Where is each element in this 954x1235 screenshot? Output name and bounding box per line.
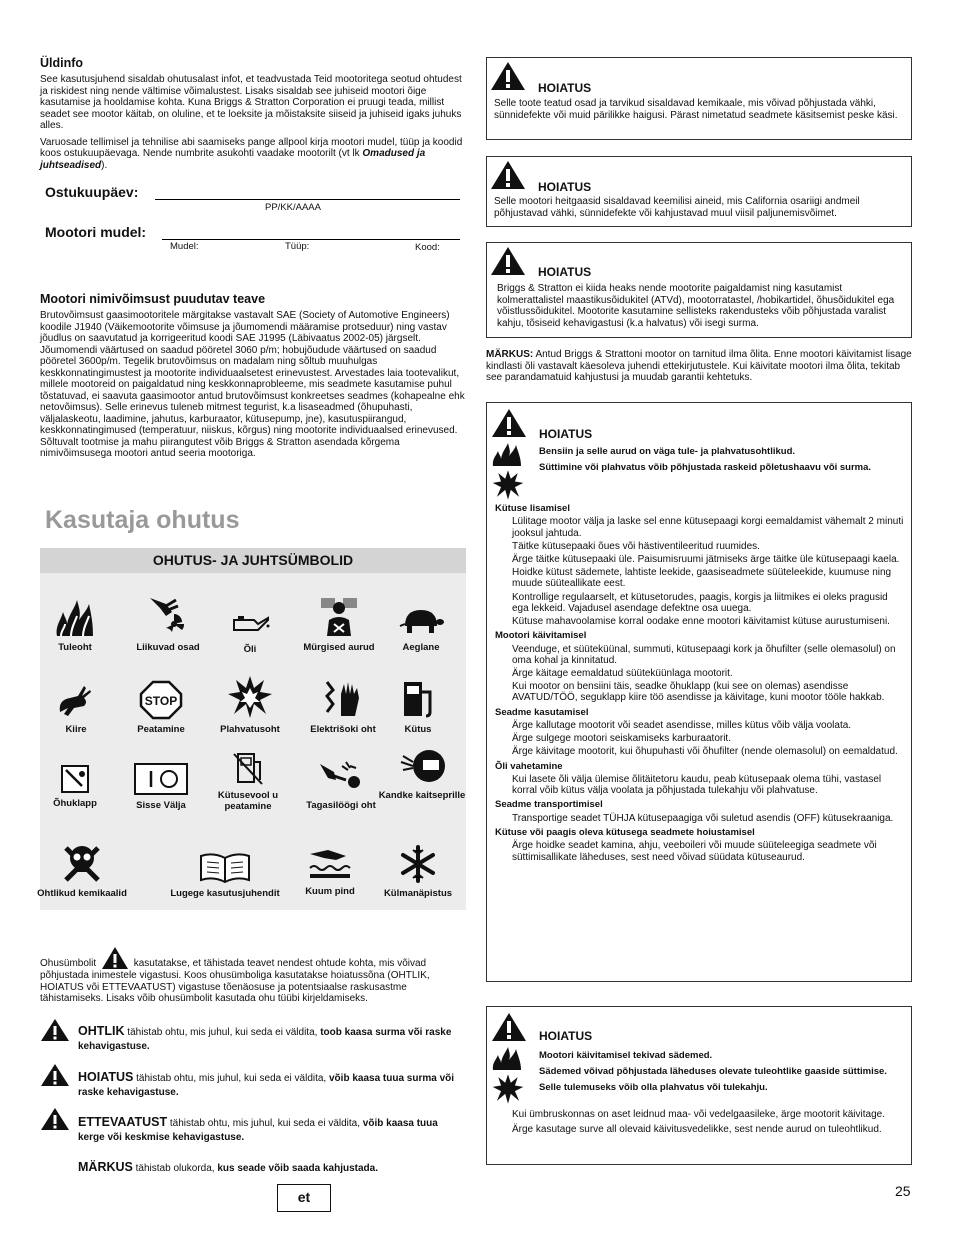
on-off-symbol <box>111 762 211 811</box>
date-format-hint: PP/KK/AAAA <box>265 202 321 213</box>
list-item: Ärge kasutage surve all olevaid käivitusvedelikke, sest nende aurud on tuleohtlikud. <box>512 1124 882 1136</box>
power-rating-title: Mootori nimivõimsust puudutav teave <box>40 292 266 306</box>
power-rating-section <box>40 292 468 460</box>
warning-definition: HOIATUS tähistab ohtu, mis juhul, kui seda ei väldita, võib kaasa tuua surma või raske kehavigastuse. <box>78 1070 455 1098</box>
symbol-label: Elektrišoki oht <box>310 724 376 735</box>
symbol-label: Kandke kaitseprille <box>378 790 466 801</box>
fuel-shutoff-icon <box>230 750 266 786</box>
section-heading: Seadme kasutamisel <box>495 706 589 718</box>
type-sub-label: Tüüp: <box>285 241 310 252</box>
engine-model-label: Mootori mudel: <box>45 224 147 240</box>
open-book-icon <box>197 850 253 884</box>
list-item: Täitke kütusepaaki õues või hästiventileeritud ruumides. <box>512 540 760 552</box>
section-heading: Kütuse või paagis oleva kütusega seadmete hoiustamisel <box>495 827 755 839</box>
explosion-icon <box>491 469 525 501</box>
symbol-label: Plahvatusoht <box>220 724 280 735</box>
stop-symbol <box>111 680 211 735</box>
warning-title: HOIATUS <box>538 180 592 194</box>
symbol-label: Kütusevool u peatamine <box>217 790 279 812</box>
symbol-label: Mürgised aurud <box>303 642 375 653</box>
features-link[interactable]: Omadused ja juhtseadised <box>40 148 426 171</box>
chemical-hazard-symbol <box>32 840 132 899</box>
list-item: Ärge hoidke seadet kamina, ahju, veeboileri või muude süüteleegiga seadmete või süttimisallikate läheduses, sest need võivad süüdata kütuseaurud. <box>512 840 877 863</box>
choke-symbol <box>25 764 125 809</box>
caution-alert-icon <box>40 1107 70 1131</box>
skull-crossbones-icon <box>60 840 104 884</box>
rabbit-icon <box>54 680 98 720</box>
fuel-safety-list <box>495 500 907 863</box>
section-heading: Seadme transportimisel <box>495 799 603 811</box>
toxic-fumes-icon <box>317 596 361 638</box>
list-item: Ärge sulgege mootori seiskamiseks karburaatorit. <box>512 733 731 745</box>
list-item: Kütuse mahavoolamise korral oodake enne mootori käivitamist kütuse aurustumiseni. <box>512 616 890 628</box>
danger-definition: OHTLIK tähistab ohtu, mis juhul, kui seda ei väldita, toob kaasa surma või raske kehavigastuse. <box>78 1024 452 1052</box>
list-item: Hoidke kütust sädemete, lahtiste leekide, gaasiseadmete süüteleekide, kuumuse ning muude süüteallikate eest. <box>512 567 892 590</box>
purchase-date-field[interactable] <box>155 185 460 200</box>
safety-symbols-box <box>37 548 466 910</box>
on-off-icon <box>133 762 189 796</box>
general-info-title: Üldinfo <box>40 56 84 70</box>
snowflake-icon <box>398 844 438 884</box>
symbol-label: Õhuklapp <box>53 798 97 809</box>
symbol-label: Ohtlikud kemikaalid <box>37 888 127 899</box>
symbol-label: Tuleoht <box>58 642 92 653</box>
hot-surface-symbol <box>280 844 380 897</box>
user-safety-heading: Kasutaja ohutus <box>45 506 240 534</box>
read-manual-symbol <box>160 850 290 899</box>
power-rating-text: Brutovõimsust gaasimootoritele märgitakse vastavalt SAE (Society of Automotive Engineers) koodile J1940 (Väikemootorite võimsuse ja jõumomendi määramise protseduur) ning vastav jõudlus on saavutatud ja korrigeeritud koodi SAE J1995 (Läbivaatus 2002-05) järgselt. Jõumomendi väärtused on saadud pööretel 3060 p/m; hobujõudude väärtused on saadud pööretel 3600p/m. Tegelik brutovõimsus on madalam ning sõltub muuhulgas keskkonnatingimustest ja mootorite individuaalsetest erinevustest. Arvestades laia tootevalikut, millele mootoreid on paigaldatud ning keskkonnaprobleeme, mis seadmete kasutamise puhul tõstatuvad, ei saavuta gaasimootor antud brutovõimsust konkreetses seadmes (kohapealne ehk netovõimsus). Selle erinevus tuleneb mitmest tegurist, k.a lisaseadmed (õhupuhasti, väljalaskeotu, laadimine, jahutus, karburaator, kütusepump, jne), kasutuspiirangud, keskkonnatingimused (temperatuur, niiskus, kõrgus) ning mootorite individuaalsed erinevused. Sõltuvalt tootmise ja mahu piirangutest võib Briggs & Stratton asendada kõrgema nimivõimsusega mootori antud seeria mootoriga. <box>40 310 465 459</box>
list-item: Ärge kallutage mootorit või seadet asendisse, milles kütus võib välja voolata. <box>512 720 852 732</box>
fire-icon <box>491 1045 525 1071</box>
list-item: Transportige seadet TÜHJA kütusepaagiga või suletud asendis (OFF) kütusekraaniga. <box>512 812 894 824</box>
parts-order-text: Varuosade tellimisel ja tehnilise abi saamiseks pange allpool kirja mootori mudel, tüüp ja koodid koos ostukuupäevaga. Nende numbrite asukohti vaadake mootorilt (vt lk Omadused ja juhtseadised). <box>40 136 463 171</box>
list-item: Kontrollige regulaarselt, et kütusetorudes, paagis, korgis ja liitmikes ei oleks pragusid ega lekkeid. Vajadusel asendage defektne osa uuega. <box>512 591 888 614</box>
safety-alert-icon <box>101 946 129 970</box>
no-oil-notice: MÄRKUS: Antud Briggs & Strattoni mootor on tarnitud ilma õlita. Enne mootori käivitamist lisage kindlasti õli vastavalt käesoleva juhendi ettekirjutustele. Kui käivitate mootori ilma õlita, tekitab see parandamatuid kahjustusi ja muudab garantii kehtetuks. <box>486 349 912 383</box>
fire-icon <box>53 598 97 638</box>
warning-icon <box>490 160 526 190</box>
list-item: Ärge täitke kütusepaaki üle. Paisumisruumi jätmiseks ärge täitke üle kütusepaagi kaela. <box>512 554 900 565</box>
sparks-hazard-lead: Mootori käivitamisel tekivad sädemed. Sädemed võivad põhjustada läheduses olevate tuleohtlike gaaside süttimise. Selle tulemuseks võib olla plahvatus või tulekahju. <box>539 1050 887 1093</box>
stop-sign-text: STOP <box>144 694 178 708</box>
oil-symbol <box>200 610 300 655</box>
turtle-icon <box>397 604 445 638</box>
fuel-hazard-lead: Bensiin ja selle aurud on väga tule- ja plahvatusohtlikud. Süttimine või plahvatus võib põhjustada raskeid põletushaavu või surma. <box>539 446 872 473</box>
list-item: Kui ümbruskonnas on aset leidnud maa- või vedelgaasileke, ärge mootorit käivitage. <box>512 1109 885 1120</box>
warning-box-sparks <box>486 1006 912 1165</box>
page-number: 25 <box>895 1183 911 1199</box>
engine-model-field[interactable] <box>162 225 460 240</box>
symbol-label: Liikuvad osad <box>136 642 200 653</box>
warning-title: HOIATUS <box>539 427 593 441</box>
moving-parts-icon <box>146 594 190 638</box>
language-tab: et <box>277 1184 331 1212</box>
warning-text: Selle mootori heitgaasid sisaldavad keemilisi aineid, mis California osariigi andmeil põhjustavad vähki, sünnidefekte või kahjustavad muul viisil paljunemisvõimet. <box>494 196 860 219</box>
warning-title: HOIATUS <box>538 265 592 279</box>
warning-box-vehicles <box>486 242 912 338</box>
list-item: Kui lasete õli välja ülemise õlitäitetoru kaudu, peab kütusepaak olema tühi, vastasel korral võib kütus välja voolata ja põhjustada tulekahju või plahvatuse. <box>512 774 882 797</box>
slow-symbol <box>371 604 471 653</box>
explosion-icon <box>491 1073 525 1105</box>
symbol-label: Külmanäpistus <box>383 888 453 899</box>
caution-definition: ETTEVAATUST tähistab ohtu, mis juhul, kui seda ei väldita, võib kaasa tuua kerge või keskmise kehavigastuse. <box>78 1115 438 1143</box>
list-item: Ärge käivitage mootorit, kui õhupuhasti või õhufilter (nende olemasolul) on eemaldatud. <box>512 746 898 758</box>
fuel-pump-icon <box>396 678 440 720</box>
oil-can-icon <box>228 610 272 640</box>
warning-icon <box>490 246 526 276</box>
notice-definition: MÄRKUS tähistab olukorda, kus seade võib saada kahjustada. <box>78 1160 378 1174</box>
danger-alert-icon <box>40 1018 70 1042</box>
list-item: Kui mootor on bensiini täis, seadke õhuklapp (kui see on olemas) asendisse AVATUD/TÖÖ, seguklapp kiire töö asendisse ja käivitage, kuni mootor tööle hakkab. <box>512 681 885 704</box>
section-heading: Mootori käivitamisel <box>495 630 587 642</box>
explosion-icon <box>228 674 272 720</box>
fuel-symbol <box>368 678 468 735</box>
safety-goggles-icon <box>397 746 447 786</box>
symbol-label: Kütus <box>404 724 432 735</box>
warning-box-fuel <box>486 402 912 982</box>
safety-alert-intro: Ohusümbolit kasutatakse, et tähistada teavet nendest ohtude kohta, mis võivad põhjustada inimestele vigastusi. Koos ohusümboliga kasutatakse hoiatussõna (OHTLIK, HOIATUS või ETTEVAATUST) vigastuse tõenäosuse ja potentsiaalse raskusastme tähistamiseks. Lisaks võib ohusümbolit kasutada ohu tüübi kirjeldamiseks. <box>40 946 468 1005</box>
warning-box-exhaust <box>486 156 912 227</box>
symbol-label: Kuum pind <box>305 886 355 897</box>
model-sub-label: Mudel: <box>170 241 199 252</box>
list-item: Lülitage mootor välja ja laske sel enne kütusepaagi korgi eemaldamist vähemalt 2 minuti jooksul jahtuda. <box>512 516 904 539</box>
warning-text: Selle toote teatud osad ja tarvikud sisaldavad kemikaale, mis võivad põhjustada vähki, sünnidefekte või muid pärilikke haigusi. Pärast nimetatud seadmete käsitsemist peske käsi. <box>494 98 898 121</box>
list-item: Ärge käitage eemaldatud süüteküünlaga mootorit. <box>512 668 733 680</box>
warning-icon <box>490 61 526 91</box>
symbol-label: Sisse Välja <box>136 800 186 811</box>
fire-icon <box>491 441 525 467</box>
hot-surface-icon <box>306 844 354 882</box>
warning-title: HOIATUS <box>538 81 592 95</box>
warning-text: Briggs & Stratton ei kiida heaks nende mootorite paigaldamist ning kasutamist kolmerattalistel maastikusõidukitel (ATVd), mootorratastel, /hobikartidel, õhusõidukitel ega võistlussõidukitel. Mootorite kasutamine sellisteks rakendusteks võib põhjustada varalist kahju, tõsiseid kehavigastusi (k.a halvatus) või isegi surma. <box>497 283 895 329</box>
safety-symbols-title: OHUTUS- JA JUHTSÜMBOLID <box>40 548 466 573</box>
section-heading: Kütuse lisamisel <box>495 503 570 514</box>
sparks-safety-list <box>495 1107 907 1135</box>
fuel-shutoff-symbol <box>198 750 298 812</box>
list-item: Veenduge, et süüteküünal, summuti, kütusepaagi kork ja õhufilter (selle olemasolul) on oma kohal ja kinnitatud. <box>512 643 896 666</box>
electric-shock-icon <box>321 676 365 720</box>
warning-alert-icon <box>40 1063 70 1087</box>
symbol-label: Kiire <box>65 724 87 735</box>
symbol-label: Õli <box>243 644 257 655</box>
symbol-label: Peatamine <box>137 724 185 735</box>
code-sub-label: Kood: <box>415 242 440 253</box>
explosion-symbol <box>200 674 300 735</box>
fire-hazard-symbol <box>25 598 125 653</box>
warning-title: HOIATUS <box>539 1029 593 1043</box>
stop-sign-icon <box>139 680 183 720</box>
symbol-label: Tagasilöögi oht <box>306 800 376 811</box>
symbol-label: Aeglane <box>402 642 440 653</box>
kickback-icon <box>316 758 366 796</box>
symbol-label: Lugege kasutusjuhendit <box>170 888 280 899</box>
section-heading: Õli vahetamine <box>495 760 563 772</box>
general-info-section <box>40 56 468 171</box>
warning-box-chemicals <box>486 57 912 140</box>
eye-protection-symbol <box>372 746 472 801</box>
choke-icon <box>60 764 90 794</box>
frostbite-symbol <box>368 844 468 899</box>
warning-icon <box>491 1012 527 1042</box>
warning-icon <box>491 408 527 438</box>
general-info-text: See kasutusjuhend sisaldab ohutusalast infot, et teadvustada Teid mootoritega seotud ohtudest ja riskidest ning nende vältimise võimalustest. Lisaks sisaldab see juhiseid mootori õige kasutamise ja hooldamise kohta. Kuna Briggs & Stratton Corporation ei pruugi teada, millist seadet see mootor käitab, on oluline, et te loeksite ja mõistaksite siiseid ja juhiseid igaks juhuks alles. <box>40 74 462 131</box>
purchase-date-label: Ostukuupäev: <box>45 184 139 200</box>
